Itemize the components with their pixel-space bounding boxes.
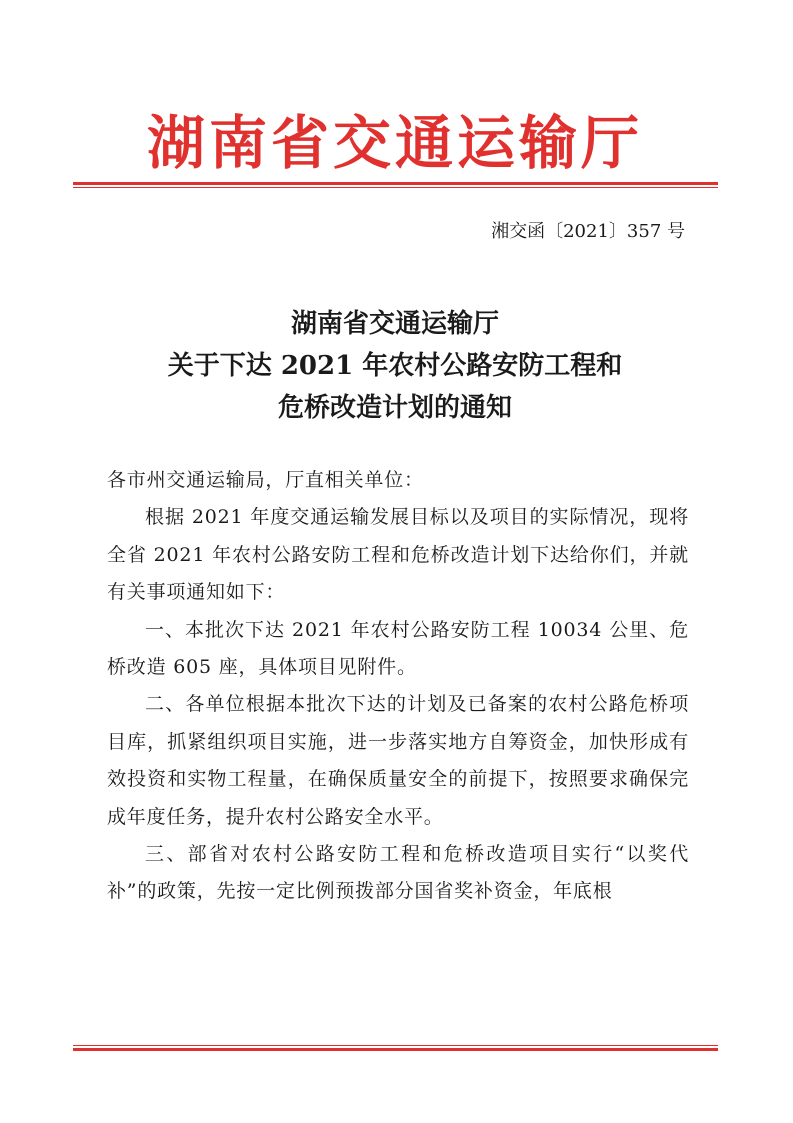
footer-red-rule-thick	[73, 1048, 718, 1051]
header-red-rule-thin	[73, 187, 718, 188]
title-line-1: 湖南省交通运输厅	[290, 309, 499, 339]
paragraph-item-3: 三、部省对农村公路安防工程和危桥改造项目实行“以奖代补”的政策，先按一定比例预拨部分国省奖补资金，年底根	[107, 843, 689, 903]
paragraph-item-1: 一、本批次下达 2021 年农村公路安防工程 10034 公里、危桥改造 605 座，具体项目见附件。	[107, 618, 689, 679]
title-line-2: 关于下达 2021 年农村公路安防工程和	[167, 351, 623, 381]
document-number: 湘交函〔2021〕357 号	[491, 221, 685, 242]
header-red-rule-thick	[73, 182, 718, 185]
title-line-3: 危桥改造计划的通知	[277, 393, 512, 423]
salutation: 各市州交通运输局，厅直相关单位：	[107, 469, 424, 491]
paragraph-intro: 根据 2021 年度交通运输发展目标以及项目的实际情况，现将全省 2021 年农村公路安防工程和危桥改造计划下达给你们，并就有关事项通知如下：	[107, 506, 689, 604]
document-title	[70, 303, 720, 429]
footer-red-rule-thin	[73, 1045, 718, 1046]
body-text	[107, 462, 689, 911]
paragraph-item-2: 二、各单位根据本批次下达的计划及已备案的农村公路危桥项目库，抓紧组织项目实施，进一步落实地方自筹资金，加快形成有效投资和实物工程量，在确保质量安全的前提下，按照要求确保完成年度任务，提升农村公路安全水平。	[107, 693, 689, 828]
org-header: 湖南省交通运输厅	[146, 109, 643, 177]
